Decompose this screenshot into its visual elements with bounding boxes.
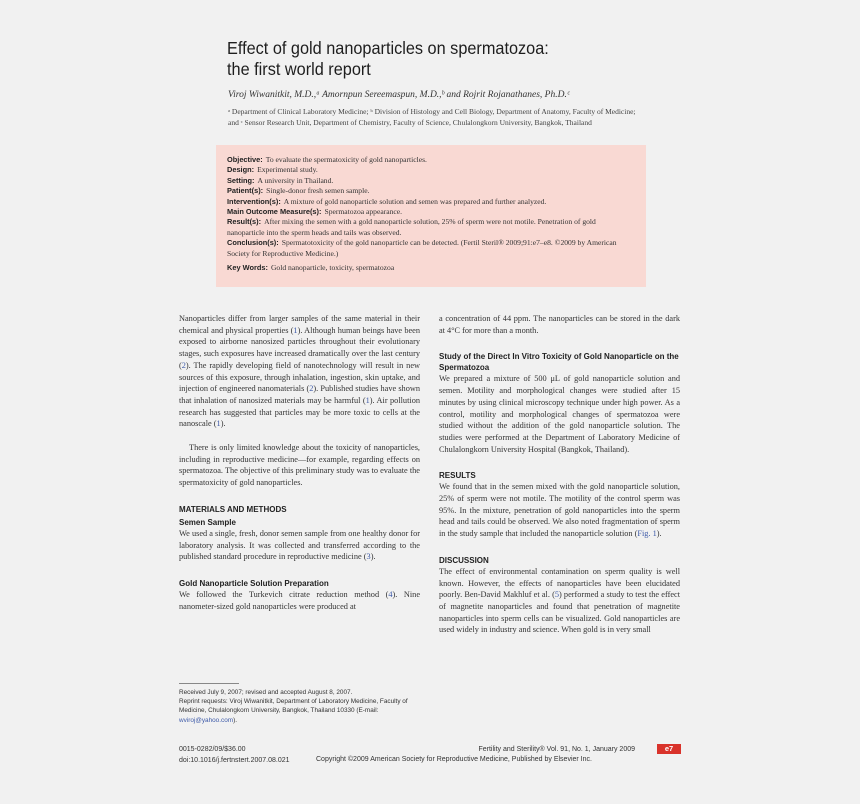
abstract-keywords: Key Words: Gold nanoparticle, toxicity, spermatozoa [227,263,395,273]
heading-discussion: DISCUSSION [439,555,489,565]
figure-link[interactable]: Fig. 1 [637,529,657,539]
abstract-box [216,145,646,287]
footer-identifiers [179,745,290,766]
copyright-line: Copyright ©2009 American Society for Reproductive Medicine, Published by Elsevier Inc. [316,756,592,763]
methods-paragraph-semen: We used a single, fresh, donor semen sample from one healthy donor for laboratory analysis. It was collected and transferred according to the published standard procedure in reproductive medicine (3). [179,528,420,562]
intro-paragraph-2: There is only limited knowledge about the toxicity of nanoparticles, including in reproductive medicine—for example, regarding effects on spermatozoa. The objective of this preliminary study was to evaluate the spermatoxicity of gold nanoparticles. [179,443,420,488]
citation-link[interactable]: 5 [554,590,559,600]
received-note: Received July 9, 2007; revised and accepted August 8, 2007. [179,689,353,696]
results-paragraph: We found that in the semen mixed with the gold nanoparticle solution, 25% of sperm were not motile. The motility of the control sperm was 95%. In the mixture, penetration of gold nanoparticles into the sperm head and tails could be observed. We also noted fragmentation of sperm in the study sample that included the nanoparticle solution (Fig. 1). [439,482,680,539]
heading-materials-methods: MATERIALS AND METHODS [179,504,287,514]
abstract-interventions: Intervention(s): A mixture of gold nanoparticle solution and semen was prepared and further analyzed. [227,196,547,206]
abstract-patients: Patient(s): Single-donor fresh semen sample. [227,186,370,196]
article-title [227,38,655,80]
heading-gold-preparation: Gold Nanoparticle Solution Preparation [179,578,329,588]
intro-paragraph-1: Nanoparticles differ from larger samples of the same material in their chemical and physical properties (1). Although human beings have been exposed to airborne nanosized particles throughout their evolutionary stages, such exposures have increased dramatically over the last century (2). The rapidly developing field of nanotechnology will result in new sources of this exposure, through inhalation, ingestion, skin uptake, and injection of engineered nanomaterials (2). Published studies have shown that inhalation of nanosized materials may be harmful (1). Air pollution research has suggested that particles may be more toxic to cells at the nanoscale (1). [179,314,420,429]
discussion-paragraph: The effect of environmental contamination on sperm quality is well known. However, the effects of nanoparticles have been elucidated poorly. Ben-David Makhluf et al. (5) performed a study to test the effect of magnetite nanoparticles and found that penetration of magnetite nanoparticles into sperm cells can be visualized. Gold nanoparticles are used widely in industry and science. When gold is in very small [439,566,681,635]
methods-paragraph-toxicity: We prepared a mixture of 500 μL of gold nanoparticle solution and semen. Motility and morphological changes were studied after 15 minutes by using clinical microscopy technique under high power. As a control, motility and morphological changes of spermatozoa were studied without the addition of the gold nanoparticle solution. The studies were performed at the Department of Laboratory Medicine of Chulalongkorn University Hospital (Bangkok, Thailand). [439,374,680,454]
citation-link[interactable]: 2 [309,384,314,394]
affiliations: ᵃ Department of Clinical Laboratory Medicine; ᵇ Division of Histology and Cell Biology, Department of Anatomy, Faculty of Medicine; and ᶜ Sensor Research Unit, Department of Chemistry, Faculty of Science, Chulalongkorn University, Bangkok, Thailand [228,107,636,127]
citation-link[interactable]: 2 [181,360,186,370]
author-list: Viroj Wiwanitkit, M.D.,ᵃ Amornpun Sereemaspun, M.D.,ᵇ and Rojrit Rojanathanes, Ph.D.ᶜ [228,90,570,100]
citation-link[interactable]: 1 [216,419,221,429]
abstract-conclusions: Conclusion(s): Spermatotoxicity of the gold nanoparticle can be detected. (Fertil Steril® 2009;91:e7–e8. ©2009 by American Society for Reproductive Medicine.) [227,238,617,258]
citation-link[interactable]: 3 [366,552,371,562]
body-column-left [179,313,420,612]
heading-direct-toxicity: Study of the Direct In Vitro Toxicity of Gold Nanoparticle on the Spermatozoa [439,352,679,373]
reprint-note: Reprint requests: Viroj Wiwanitkit, Department of Laboratory Medicine, Faculty of Medicine, Chulalongkorn University, Bangkok, Thailand 10330 (E-mail: wviroj@yahoo.com). [179,698,408,724]
heading-results: RESULTS [439,471,476,481]
abstract-setting: Setting: A university in Thailand. [227,175,334,185]
issn-price: 0015-0282/09/$36.00 [179,746,246,753]
abstract-objective: Objective: To evaluate the spermatoxicity of gold nanoparticles. [227,155,427,164]
footnote [179,688,424,725]
methods-paragraph-gold: We followed the Turkevich citrate reduction method (4). Nine nanometer-sized gold nanoparticles were produced at [179,589,421,611]
page-number-badge: e7 [657,744,681,754]
citation-link[interactable]: 4 [388,589,393,599]
citation-link[interactable]: 1 [293,325,298,335]
abstract-design: Design: Experimental study. [227,165,318,175]
email-link[interactable]: wviroj@yahoo.com [179,716,234,724]
title-line-1: Effect of gold nanoparticles on spermatozoa: [227,38,549,58]
footnote-rule [179,683,239,684]
citation-link[interactable]: 1 [365,395,370,405]
methods-paragraph-storage: a concentration of 44 ppm. The nanoparticles can be stored in the dark at 4°C for more than a month. [439,314,680,335]
doi: doi:10.1016/j.fertnstert.2007.08.021 [179,756,290,764]
abstract-results: Result(s): After mixing the semen with a gold nanoparticle solution, 25% of sperm were not motile. Penetration of gold nanoparticle into the sperm heads and tails was observed. [227,217,596,237]
body-column-right [439,313,680,636]
heading-semen-sample: Semen Sample [179,517,236,527]
abstract-outcome: Main Outcome Measure(s): Spermatozoa appearance. [227,207,403,217]
title-line-2: the first world report [227,59,371,79]
journal-citation: Fertility and Sterility® Vol. 91, No. 1, January 2009 [478,746,635,753]
